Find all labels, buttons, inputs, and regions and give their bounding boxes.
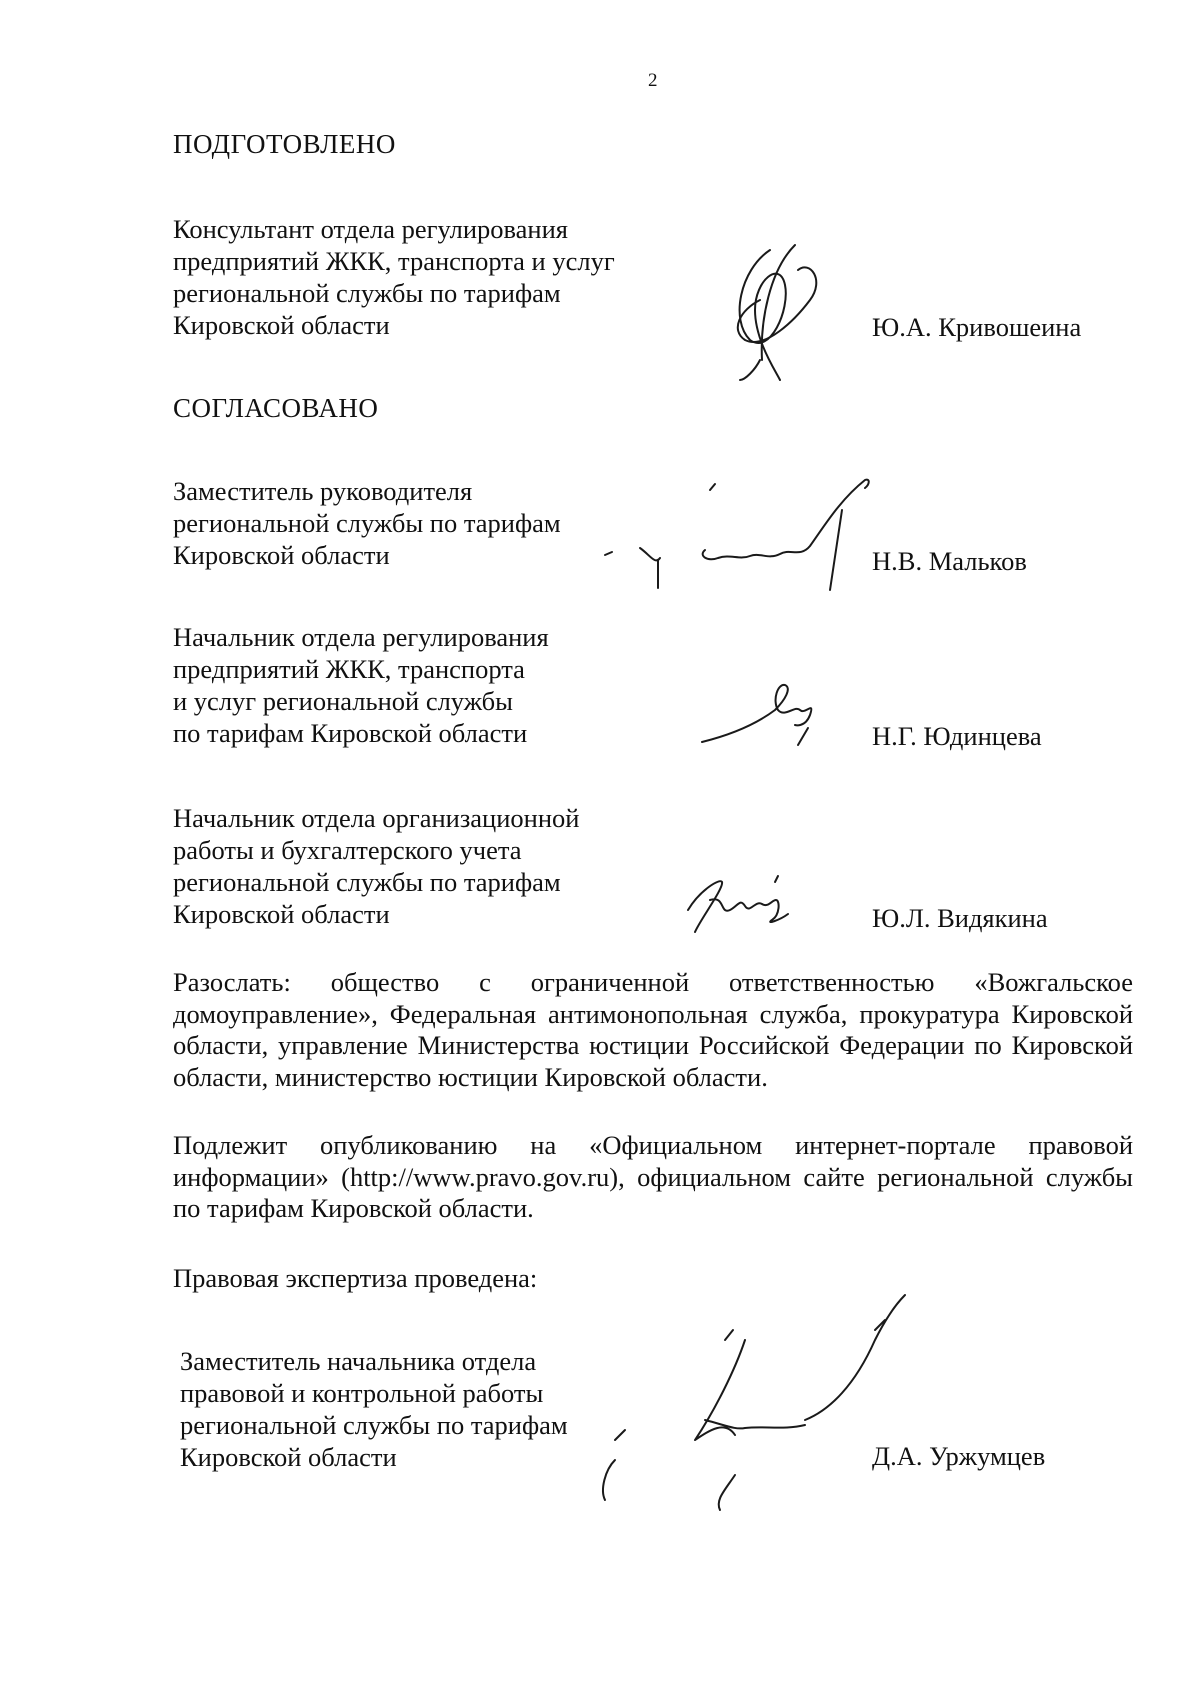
position-line: Начальник отдела организационной xyxy=(173,803,580,833)
prepared-position xyxy=(173,213,615,341)
position-line: и услуг региональной службы xyxy=(173,686,513,716)
position-line: правовой и контрольной работы xyxy=(180,1378,544,1408)
position-line: Заместитель начальника отдела xyxy=(180,1346,537,1376)
position-line: региональной службы по тарифам xyxy=(180,1410,568,1440)
signature-yudintseva xyxy=(700,680,830,750)
distribution-list: Разослать: общество с ограниченной ответственностью «Вожгальское домоуправление», Федеральная антимонопольная служба, прокуратура Кировской области, управление Министерства юстиции Российской Федерации по Кировской области, министерство юстиции Кировской области. xyxy=(173,967,1133,1092)
agreed-signer-2-name: Н.Г. Юдинцева xyxy=(872,721,1042,751)
legal-review-position xyxy=(180,1345,568,1473)
legal-review-heading: Правовая экспертиза проведена: xyxy=(173,1263,538,1293)
position-line: Кировской области xyxy=(173,899,390,929)
legal-review-name: Д.А. Уржумцев xyxy=(872,1441,1046,1471)
agreed-signer-2-position xyxy=(173,621,549,749)
agreed-signer-3-name: Ю.Л. Видякина xyxy=(872,903,1048,933)
position-line: предприятий ЖКК, транспорта и услуг xyxy=(173,246,615,276)
position-line: Заместитель руководителя xyxy=(173,476,473,506)
agreed-signer-1-name: Н.В. Мальков xyxy=(872,546,1027,576)
signature-urzhumtsev xyxy=(585,1290,925,1520)
position-line: предприятий ЖКК, транспорта xyxy=(173,654,525,684)
position-line: Кировской области xyxy=(173,540,390,570)
position-line: региональной службы по тарифам xyxy=(173,278,561,308)
position-line: Кировской области xyxy=(180,1442,397,1472)
position-line: региональной службы по тарифам xyxy=(173,867,561,897)
signature-vidyakina xyxy=(680,870,810,940)
agreed-signer-1-position xyxy=(173,475,561,571)
prepared-heading: ПОДГОТОВЛЕНО xyxy=(173,129,396,159)
page-number: 2 xyxy=(648,70,658,91)
position-line: Начальник отдела регулирования xyxy=(173,622,549,652)
signature-kryvosheina xyxy=(700,230,840,390)
agreed-signer-3-position xyxy=(173,802,579,930)
position-line: по тарифам Кировской области xyxy=(173,718,528,748)
signature-malkov xyxy=(600,470,890,600)
position-line: Кировской области xyxy=(173,310,390,340)
prepared-name: Ю.А. Кривошеина xyxy=(872,312,1082,342)
position-line: работы и бухгалтерского учета xyxy=(173,835,522,865)
position-line: региональной службы по тарифам xyxy=(173,508,561,538)
position-line: Консультант отдела регулирования xyxy=(173,214,568,244)
agreed-heading: СОГЛАСОВАНО xyxy=(173,393,379,423)
publication-note: Подлежит опубликованию на «Официальном интернет-портале правовой информации» (http://www.pravo.gov.ru), официальном сайте региональной службы по тарифам Кировской области. xyxy=(173,1130,1133,1223)
